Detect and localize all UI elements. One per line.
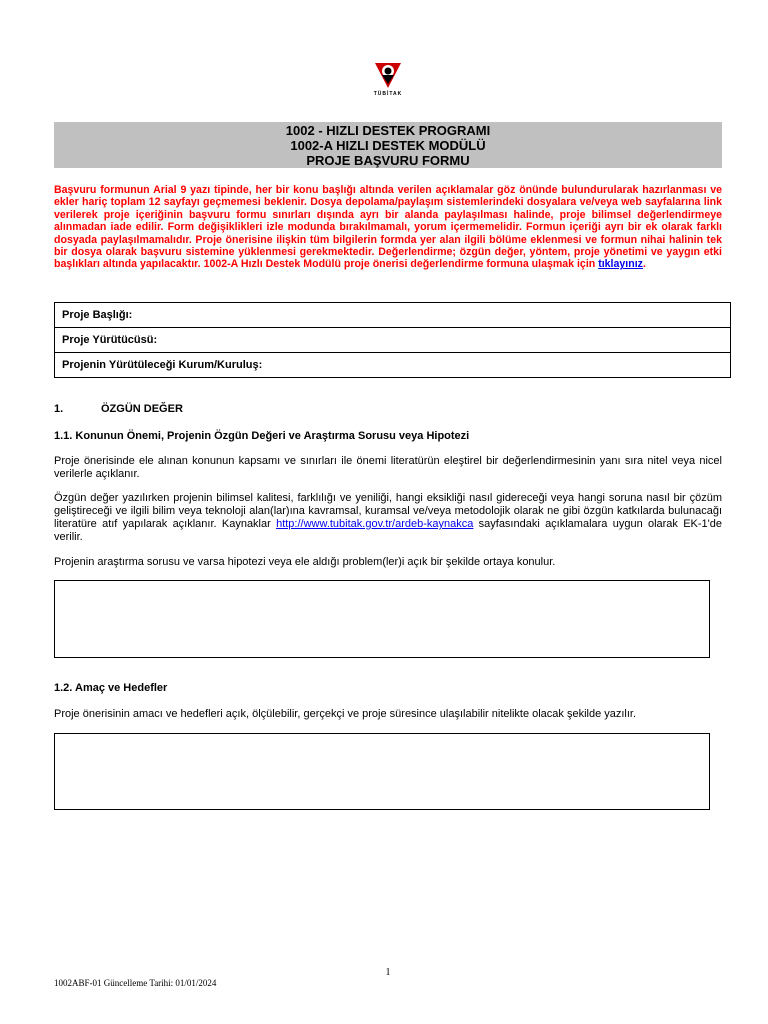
project-info-table <box>54 302 731 378</box>
instructions-text <box>54 184 722 271</box>
subsection-heading-1-1: 1.1. Konunun Önemi, Projenin Özgün Değeri ve Araştırma Sorusu veya Hipotezi <box>54 430 470 442</box>
originality-text: Özgün değer yazılırken projenin bilimsel kalitesi, farklılığı ve yeniliği, hangi eksikliği nasıl gidereceği veya hangi soruna nasıl bir çözüm geliştireceği ve ilgili bilim veya teknoloji alan(lar)ına kavramsal, kuramsal ve/veya metodolojik olarak ne gibi özgün katkılarda bulunacağı literatüre atıf yapılarak açıklanır. Kaynaklar <box>54 492 722 530</box>
section-heading <box>54 403 183 415</box>
table-row <box>55 303 731 328</box>
module-title: 1002-A HIZLI DESTEK MODÜLÜ <box>290 138 486 153</box>
footer-text: 1002ABF-01 Güncelleme Tarihi: 01/01/2024 <box>54 978 217 988</box>
answer-box-1-2[interactable] <box>54 733 710 810</box>
form-title-box <box>54 122 722 168</box>
tubitak-logo <box>364 60 412 104</box>
tubitak-emblem-icon <box>373 60 403 90</box>
instructions-body: Başvuru formunun Arial 9 yazı tipinde, her bir konu başlığı altında verilen açıklamalar göz önünde bulundurularak hazırlanması ve ekler hariç toplam 12 sayfayı geçmemesi beklenir. Dosya depolama/paylaşım sistemlerindeki dosyalara ve/veya web sayfalarına link verilerek proje içeriğinin başvuru formu sınırları dışında ayrı bir alanda paylaşılması halinde, proje bilimsel değerlendirmeye alınmadan iade edilir. Form değişiklikleri izle modunda bırakılmamalı, yorum içermemelidir. Formun içeriği ayrı bir ek olarak farklı dosyada paylaşılmamalıdır. Proje önerisine ilişkin tüm bilgilerin formda yer alan ilgili bölüme eklenmesi ve formun nihai halinin tek bir dosya olarak başvuru sistemine yüklenmesi gerekmektedir. Değerlendirme; özgün değer, yöntem, proje yönetimi ve yaygın etki başlıkları altında yapılacaktır. 1002-A Hızlı Destek Modülü proje önerisi değerlendirme formuna ulaşmak için <box>54 184 722 271</box>
project-title-field[interactable]: Proje Başlığı: <box>55 303 731 328</box>
program-title: 1002 - HIZLI DESTEK PROGRAMI <box>285 123 491 138</box>
logo-text: TÜBİTAK <box>373 91 403 97</box>
table-row <box>55 328 731 353</box>
page-number: 1 <box>385 967 391 978</box>
institution-field[interactable]: Projenin Yürütüleceği Kurum/Kuruluş: <box>55 353 731 378</box>
paragraph-research-question: Projenin araştırma sorusu ve varsa hipotezi veya ele aldığı problem(ler)i açık bir şekilde ortaya konulur. <box>54 556 556 568</box>
section-title: ÖZGÜN DEĞER <box>101 403 183 415</box>
paragraph-scope: Proje önerisinde ele alınan konunun kapsamı ve sınırları ile önemi literatürün eleştirel bir değerlendirmesinin yanı sıra nitel veya nicel verilerle açıklanır. <box>54 455 722 480</box>
table-row <box>55 353 731 378</box>
answer-box-1-1[interactable] <box>54 580 710 658</box>
subsection-heading-1-2: 1.2. Amaç ve Hedefler <box>54 682 168 694</box>
references-link[interactable]: http://www.tubitak.gov.tr/ardeb-kaynakca <box>276 518 474 530</box>
project-lead-field[interactable]: Proje Yürütücüsü: <box>55 328 731 353</box>
section-number: 1. <box>54 403 64 415</box>
paragraph-originality <box>54 492 722 544</box>
evaluation-form-link[interactable]: tıklayınız <box>598 258 643 271</box>
paragraph-objectives: Proje önerisinin amacı ve hedefleri açık, ölçülebilir, gerçekçi ve proje süresince ulaşılabilir nitelikte olacak şekilde yazılır. <box>54 708 637 720</box>
originality-text-end: sayfasındaki açıklamalara uygun olarak EK-1'de verilir. <box>54 518 722 543</box>
form-title: PROJE BAŞVURU FORMU <box>306 153 470 168</box>
instructions-end: . <box>642 258 646 271</box>
